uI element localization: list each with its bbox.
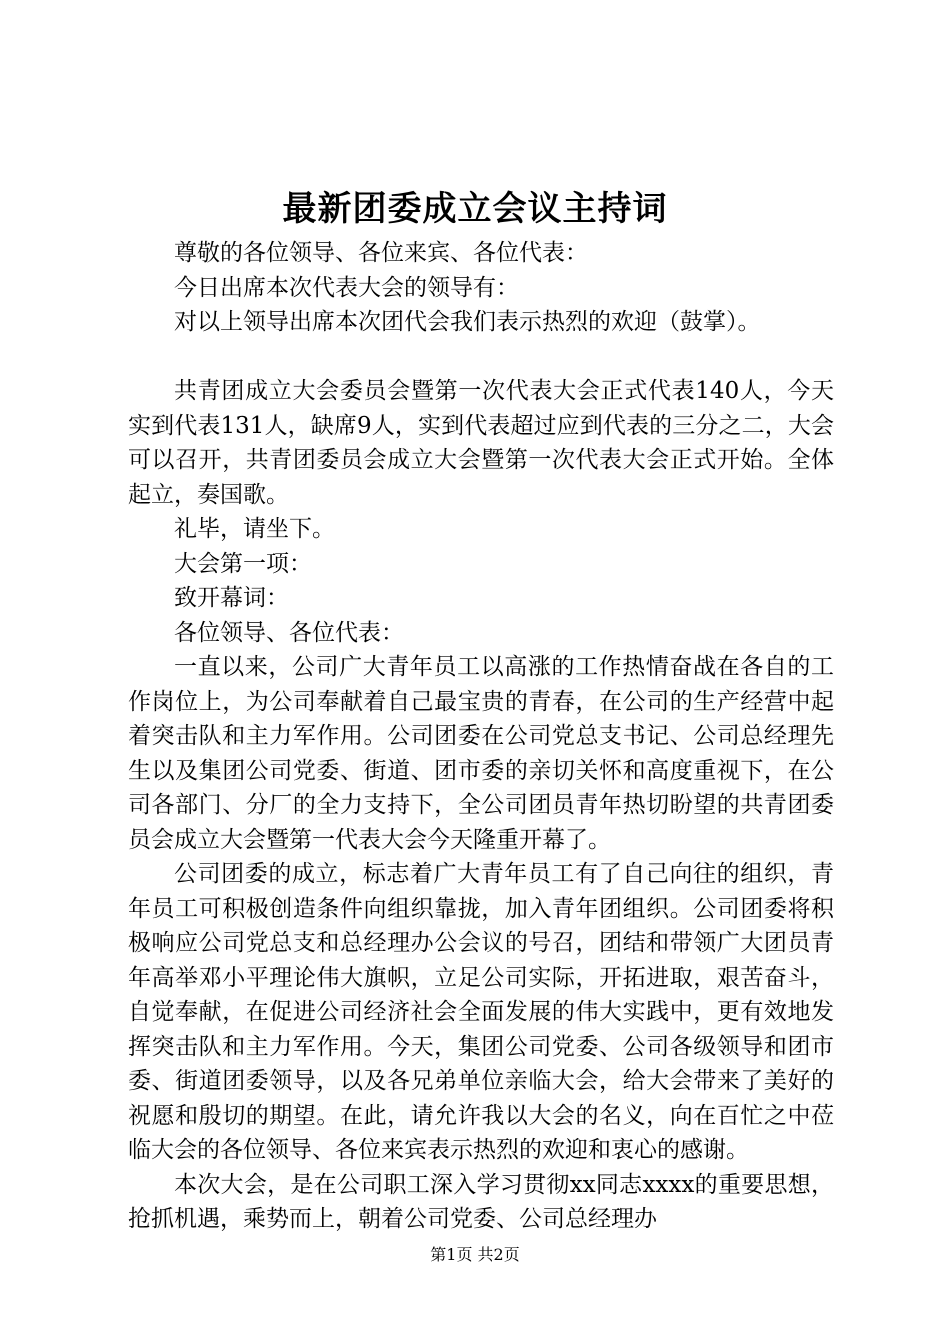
- paragraph-spacer: [128, 340, 834, 375]
- paragraph: 尊敬的各位领导、各位来宾、各位代表：: [174, 240, 588, 266]
- paragraph: 致开幕词：: [174, 585, 289, 611]
- page-footer: 第1页 共2页: [430, 1245, 520, 1264]
- paragraph: 今日出席本次代表大会的领导有：: [174, 274, 519, 301]
- paragraph: 一直以来，公司广大青年员工以高涨的工作热情奋战在各自的工作岗位上，为公司奉献着自己最宝贵的青春，在公司的生产经营中起着突击队和主力军作用。公司团委在公司党总支书记、公司总经理先生以及集团公司党委、街道、团市委的亲切关怀和高度重视下，在公司各部门、分厂的全力支持下，全公司团员青年热切盼望的共青团委员会成立大会暨第一代表大会今天隆重开幕了。: [128, 654, 834, 853]
- paragraph: 礼毕，请坐下。: [174, 516, 335, 542]
- paragraph: 大会第一项：: [174, 550, 312, 577]
- document-title: 最新团委成立会议主持词: [282, 189, 668, 229]
- paragraph: 本次大会，是在公司职工深入学习贯彻xx同志xxxx的重要思想，抢抓机遇，乘势而上，朝着公司党委、公司总经理办: [128, 1171, 834, 1232]
- paragraph: 对以上领导出席本次团代会我们表示热烈的欢迎（鼓掌）。: [174, 309, 761, 335]
- paragraph: 各位领导、各位代表：: [174, 619, 404, 646]
- document-body: [128, 236, 834, 1237]
- paragraph: 公司团委的成立，标志着广大青年员工有了自己向往的组织，青年员工可积极创造条件向组织靠拢，加入青年团组织。公司团委将积极响应公司党总支和总经理办公会议的号召，团结和带领广大团员青年高举邓小平理论伟大旗帜，立足公司实际，开拓进取，艰苦奋斗，自觉奉献，在促进公司经济社会全面发展的伟大实践中，更有效地发挥突击队和主力军作用。今天，集团公司党委、公司各级领导和团市委、街道团委领导，以及各兄弟单位亲临大会，给大会带来了美好的祝愿和殷切的期望。在此，请允许我以大会的名义，向在百忙之中莅临大会的各位领导、各位来宾表示热烈的欢迎和衷心的感谢。: [128, 861, 834, 1163]
- paragraph: 共青团成立大会委员会暨第一次代表大会正式代表140人，今天实到代表131人，缺席9人，实到代表超过应到代表的三分之二，大会可以召开，共青团委员会成立大会暨第一次代表大会正式开始。全体起立，奏国歌。: [128, 378, 834, 508]
